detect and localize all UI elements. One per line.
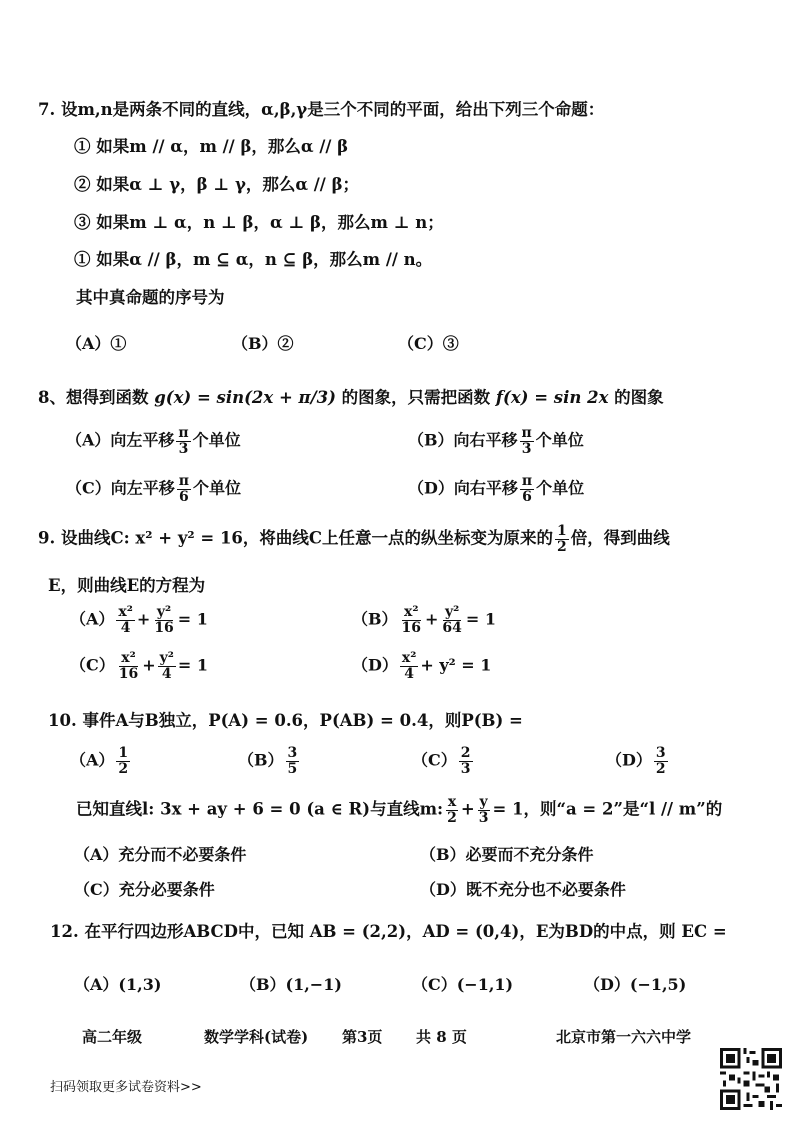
- q8-option-c-den: 6: [179, 488, 189, 505]
- footer-total: 共 8 页: [416, 1028, 467, 1046]
- q10-a-num: 1: [118, 745, 129, 761]
- q7-item-1: ① 如果m // α，m // β，那么α // β: [74, 137, 349, 156]
- q9-b-t2n: y²: [445, 604, 460, 620]
- q8-f-function: f(x) = sin 2x: [495, 388, 609, 407]
- q7-item-2: ② 如果α ⊥ γ，β ⊥ γ，那么α // β；: [74, 175, 360, 194]
- q8-option-a-num: π: [178, 425, 189, 441]
- q9-option-a-label: （A）: [70, 609, 115, 629]
- q9-option-d-label: （D）: [352, 655, 398, 675]
- q8-g-function: g(x) = sin(2x + π/3): [154, 388, 336, 407]
- q10-b-label: （B）: [238, 750, 284, 770]
- q8-stem: [38, 384, 664, 408]
- q10-a-den: 2: [118, 760, 129, 777]
- q11-option-b: （B）必要而不充分条件: [420, 845, 594, 864]
- q11-option-c: （C）充分必要条件: [74, 880, 215, 899]
- q9-c-rhs: = 1: [177, 655, 209, 675]
- q9-a-rhs: = 1: [177, 609, 208, 629]
- q12-option-d: （D）(−1,5): [584, 975, 687, 994]
- q8-option-b-den: 3: [521, 440, 532, 457]
- q8-option-c-num: π: [178, 473, 189, 489]
- q11-f2n: y: [479, 794, 488, 810]
- q11-stem: [76, 795, 722, 825]
- scan-note: 扫码领取更多试卷资料>>: [50, 1080, 202, 1095]
- q11-f1d: 2: [447, 809, 457, 826]
- q9-option-b-label: （B）: [352, 609, 398, 629]
- q11-f2d: 3: [478, 809, 489, 826]
- q12-option-b: （B）(1,−1): [240, 975, 342, 994]
- q12-option-a: （A）(1,3): [74, 975, 162, 994]
- q10-d-label: （D）: [606, 750, 652, 770]
- q9-b-t1d: 16: [401, 619, 422, 636]
- q9-num: 1: [557, 523, 567, 539]
- q11-pre: 已知直线l: 3x + ay + 6 = 0 (a ∈ R)与直线m:: [76, 799, 444, 819]
- q8-option-b-label: （B）向右平移: [408, 430, 518, 450]
- footer-page: 第3页: [342, 1028, 383, 1046]
- q9-den: 2: [557, 538, 567, 555]
- q8-option-b-num: π: [521, 425, 532, 441]
- q10-d-den: 2: [655, 760, 666, 777]
- q8-option-d-den: 6: [522, 488, 532, 505]
- q9-b-t1n: x²: [404, 604, 419, 620]
- q8-option-c-label: （C）向左平移: [66, 478, 175, 498]
- q12-option-c: （C）(−1,1): [412, 975, 514, 994]
- q10-a-label: （A）: [70, 750, 115, 770]
- q9-c-t1d: 16: [118, 665, 139, 682]
- q8-option-b-unit: 个单位: [535, 430, 584, 450]
- q9-option-c-label: （C）: [70, 655, 115, 675]
- q10-option-d: [606, 746, 670, 776]
- q9-c-t2d: 4: [161, 665, 172, 682]
- q9-option-b: （B） $\frac{\text{x²}}{16}$ + $\frac{\text{y²}}{64}$ = 1: [352, 604, 497, 636]
- q8-option-b: [408, 426, 584, 456]
- q11-option-a: （A）充分而不必要条件: [74, 845, 247, 864]
- q7-option-b: （B）②: [232, 334, 294, 353]
- q10-option-c: [412, 746, 475, 776]
- q9-c-t2n: y²: [159, 650, 174, 666]
- q10-c-den: 3: [460, 760, 471, 777]
- q9-a-t2n: y²: [156, 604, 172, 620]
- q10-c-num: 2: [460, 745, 471, 761]
- q7-item-3: ③ 如果m ⊥ α，n ⊥ β，α ⊥ β，那么m ⊥ n；: [74, 213, 444, 232]
- q10-option-b: [238, 746, 301, 776]
- q8-mid: 的图象，只需把函数: [341, 388, 491, 407]
- q10-b-num: 3: [287, 745, 298, 761]
- footer-subject: 数学学科(试卷): [204, 1028, 309, 1046]
- q9-option-c: （C） $\frac{\text{x²}}{16}$ + $\frac{\text{y²}}{4}$ = 1: [70, 650, 209, 682]
- q8-option-c: [66, 474, 241, 504]
- q8-option-a-den: 3: [178, 440, 189, 457]
- footer-grade: 高二年级: [82, 1028, 143, 1046]
- q9-pre: 9. 设曲线C: x² + y² = 16，将曲线C上任意一点的纵坐标变为原来的: [38, 528, 554, 548]
- q11-f1n: x: [447, 794, 457, 810]
- q8-option-d: [408, 474, 584, 504]
- q8-option-d-label: （D）向右平移: [408, 478, 518, 498]
- q9-option-d: [352, 651, 491, 681]
- q7-stem: 7. 设m,n是两条不同的直线，α,β,γ是三个不同的平面，给出下列三个命题：: [38, 100, 605, 119]
- q7-ask: 其中真命题的序号为: [76, 288, 225, 307]
- q9-a-t1n: x²: [118, 604, 133, 620]
- q8-option-a-label: （A）向左平移: [66, 430, 175, 450]
- q8-option-d-num: π: [521, 473, 533, 489]
- q11-post: = 1，则“a = 2”是“l // m”的: [492, 799, 723, 819]
- q10-c-label: （C）: [412, 750, 457, 770]
- q9-b-rhs: = 1: [465, 609, 497, 629]
- q9-line2: E，则曲线E的方程为: [48, 576, 206, 595]
- q9-a-t2d: 16: [154, 619, 174, 636]
- q10-stem: 10. 事件A与B独立，P(A) = 0.6，P(AB) = 0.4，则P(B) =: [48, 711, 523, 730]
- q11-option-d: （D）既不充分也不必要条件: [420, 880, 626, 899]
- q9-d-t1n: x²: [401, 650, 417, 666]
- q9-post: 倍，得到曲线: [570, 528, 670, 548]
- q8-pre: 8、想得到函数: [38, 388, 149, 407]
- footer-school: 北京市第一六六中学: [556, 1028, 692, 1046]
- q8-option-a-unit: 个单位: [192, 430, 241, 450]
- q9-b-t2d: 64: [442, 619, 462, 636]
- q10-b-den: 5: [287, 760, 298, 777]
- q9-d-t1d: 4: [404, 665, 414, 682]
- q9-stem: [38, 524, 670, 554]
- q9-c-t1n: x²: [121, 650, 136, 666]
- q9-option-a: （A） $\frac{\text{x²}}{4}$ + $\frac{\text{y²}}{16}$ = 1: [70, 604, 208, 636]
- q10-option-a: [70, 746, 132, 776]
- qr-code-icon: [720, 1048, 782, 1110]
- q7-option-c: （C）③: [398, 334, 459, 353]
- q12-stem: 12. 在平行四边形ABCD中，已知 AB = (2,2)，AD = (0,4)，E为BD的中点，则 EC =: [50, 922, 727, 941]
- q8-option-d-unit: 个单位: [536, 478, 585, 498]
- q11-plus: +: [460, 799, 475, 819]
- q7-option-a: （A）①: [66, 334, 127, 353]
- q8-option-a: [66, 426, 241, 456]
- q10-d-num: 3: [655, 745, 666, 761]
- q7-item-4: ① 如果α // β，m ⊆ α，n ⊆ β，那么m // n。: [74, 250, 433, 269]
- q8-post: 的图象: [614, 388, 664, 407]
- q9-d-tail: + y² = 1: [420, 655, 492, 675]
- q9-a-t1d: 4: [120, 619, 131, 636]
- q8-option-c-unit: 个单位: [193, 478, 242, 498]
